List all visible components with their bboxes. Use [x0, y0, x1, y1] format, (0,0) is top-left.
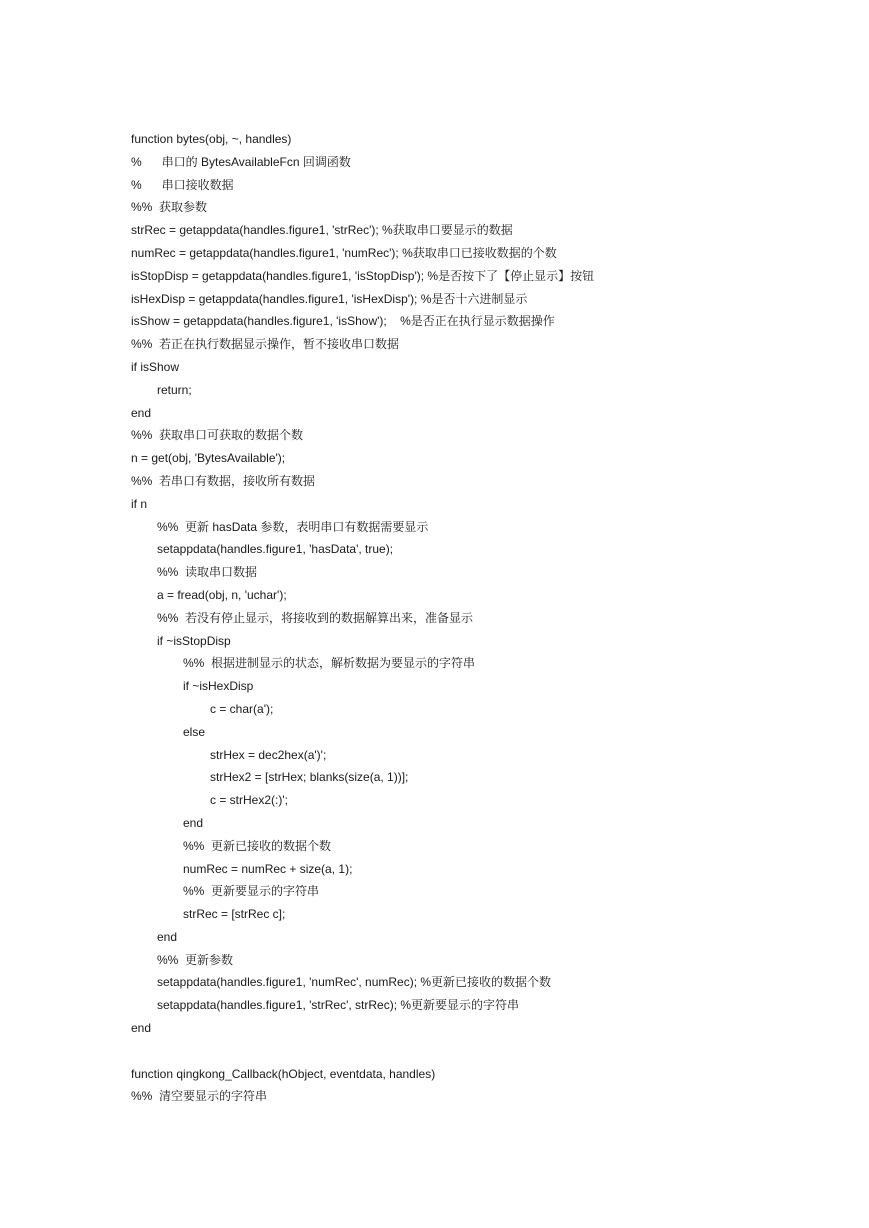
code-line: function qingkong_Callback(hObject, eventdata, handles) [131, 1066, 436, 1081]
code-line: %% 更新已接收的数据个数 [183, 838, 332, 853]
code-line: c = strHex2(:)'; [210, 793, 288, 808]
code-line: else [183, 724, 206, 739]
code-line: if ~isStopDisp [157, 633, 231, 648]
code-line: %% 更新要显示的字符串 [183, 884, 320, 899]
code-listing [131, 128, 831, 1108]
code-line: strRec = getappdata(handles.figure1, 'strRec'); %获取串口要显示的数据 [131, 223, 513, 238]
code-line: if ~isHexDisp [183, 679, 254, 694]
code-line: setappdata(handles.figure1, 'strRec', strRec); %更新要显示的字符串 [157, 998, 520, 1013]
code-line: % 串口的 BytesAvailableFcn 回调函数 [131, 154, 351, 169]
code-line: numRec = getappdata(handles.figure1, 'numRec'); %获取串口已接收数据的个数 [131, 245, 557, 260]
code-line: if n [131, 496, 148, 511]
code-line: end [183, 815, 204, 830]
code-line: setappdata(handles.figure1, 'numRec', numRec); %更新已接收的数据个数 [157, 975, 552, 990]
code-line: if isShow [131, 359, 180, 374]
code-line: strHex2 = [strHex; blanks(size(a, 1))]; [210, 770, 409, 785]
code-line: isStopDisp = getappdata(handles.figure1, 'isStopDisp'); %是否按下了【停止显示】按钮 [131, 268, 595, 283]
code-line: end [131, 1021, 152, 1036]
code-line: %% 若串口有数据，接收所有数据 [131, 473, 316, 488]
code-line: end [131, 405, 152, 420]
code-line: %% 读取串口数据 [157, 565, 258, 580]
code-line: %% 若正在执行数据显示操作，暂不接收串口数据 [131, 337, 400, 352]
code-line: setappdata(handles.figure1, 'hasData', true); [157, 542, 394, 557]
code-line: return; [157, 382, 192, 397]
code-line: %% 更新 hasData 参数，表明串口有数据需要显示 [157, 519, 429, 534]
code-line: strRec = [strRec c]; [183, 907, 286, 922]
code-line: %% 获取串口可获取的数据个数 [131, 428, 304, 443]
code-line: strHex = dec2hex(a')'; [210, 747, 327, 762]
code-line: numRec = numRec + size(a, 1); [183, 861, 353, 876]
code-line: %% 根据进制显示的状态，解析数据为要显示的字符串 [183, 656, 476, 671]
code-line: a = fread(obj, n, 'uchar'); [157, 587, 287, 602]
code-line: %% 获取参数 [131, 200, 208, 215]
code-line: function bytes(obj, ~, handles) [131, 132, 292, 146]
code-line: %% 清空要显示的字符串 [131, 1089, 268, 1104]
code-line: %% 若没有停止显示，将接收到的数据解算出来，准备显示 [157, 610, 474, 625]
code-line: isShow = getappdata(handles.figure1, 'isShow'); %是否正在执行显示数据操作 [131, 314, 555, 329]
code-line: n = get(obj, 'BytesAvailable'); [131, 451, 286, 466]
blank-line [131, 1040, 831, 1063]
code-line: % 串口接收数据 [131, 177, 234, 192]
code-line: isHexDisp = getappdata(handles.figure1, 'isHexDisp'); %是否十六进制显示 [131, 291, 528, 306]
code-line: %% 更新参数 [157, 952, 234, 967]
code-line: end [157, 929, 178, 944]
code-line: c = char(a'); [210, 701, 274, 716]
